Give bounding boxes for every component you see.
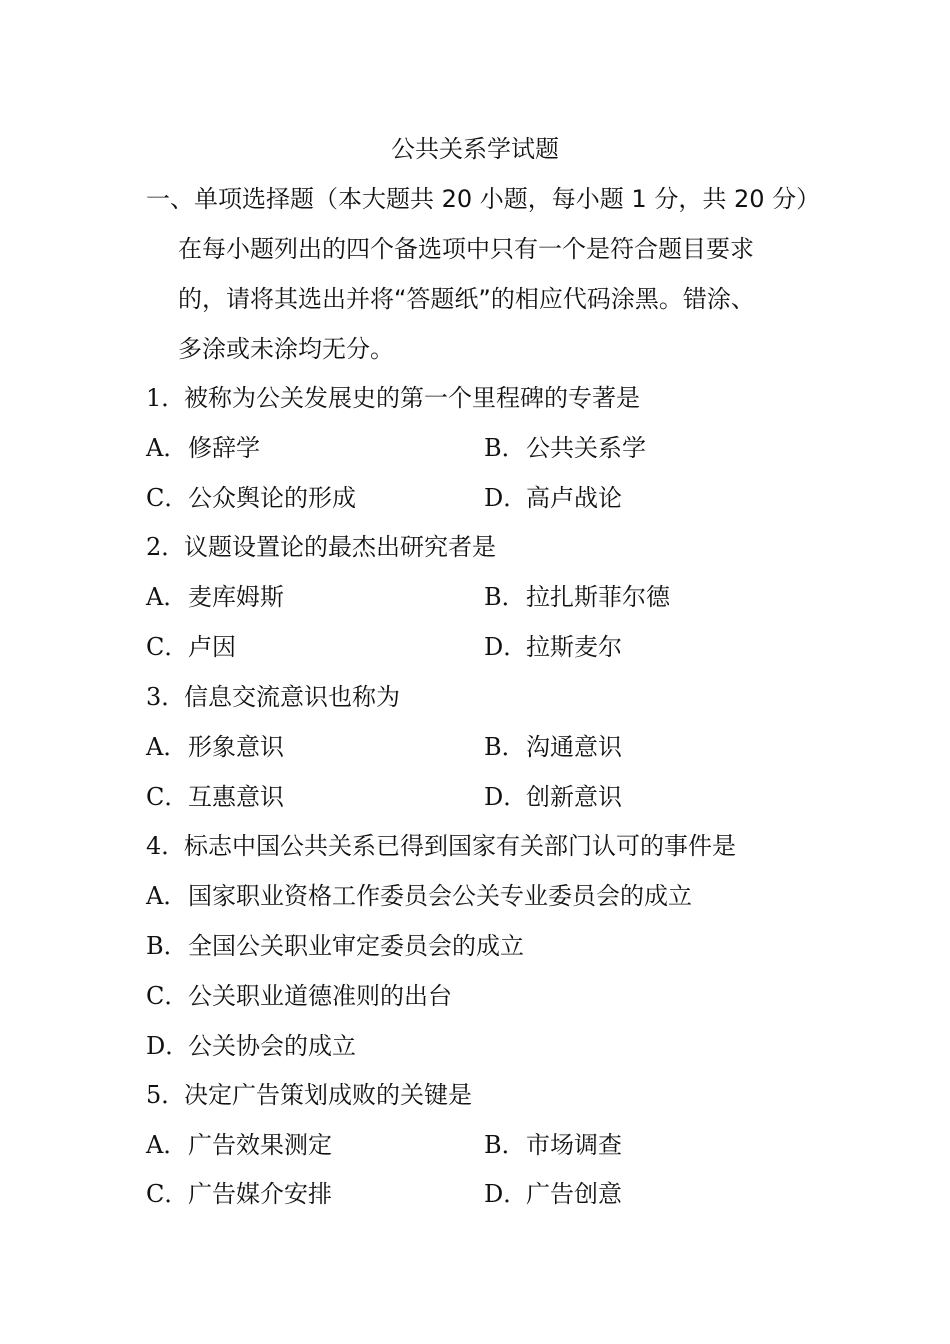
option-label: A． [146, 434, 188, 462]
option-text: 修辞学 [188, 434, 260, 462]
option-text: 互惠意识 [188, 783, 284, 811]
option-b [484, 430, 646, 466]
question-text: 议题设置论的最杰出研究者是 [184, 533, 496, 561]
option-a [146, 430, 260, 466]
option-label: C． [146, 783, 189, 811]
option-label: B． [484, 434, 526, 462]
question-text: 信息交流意识也称为 [184, 683, 400, 711]
question-text: 决定广告策划成败的关键是 [184, 1081, 472, 1109]
option-text: 广告媒介安排 [188, 1180, 332, 1208]
option-text: 广告效果测定 [188, 1131, 332, 1159]
section-heading: 一、单项选择题（本大题共 20 小题，每小题 1 分，共 20 分） [146, 185, 821, 213]
option-text: 全国公关职业审定委员会的成立 [188, 932, 524, 960]
option-d [484, 629, 622, 665]
question-text: 被称为公关发展史的第一个里程碑的专著是 [184, 384, 640, 412]
option-c [146, 978, 452, 1014]
question-stem [146, 679, 400, 715]
instruction-line: 多涂或未涂均无分。 [178, 335, 394, 363]
option-c [146, 779, 284, 815]
option-label: B． [146, 932, 188, 960]
question-number: 5． [146, 1081, 186, 1109]
option-text: 创新意识 [526, 783, 622, 811]
option-label: A． [146, 882, 188, 910]
option-label: C． [146, 1180, 189, 1208]
question-text: 标志中国公共关系已得到国家有关部门认可的事件是 [184, 832, 736, 860]
option-label: B． [484, 1131, 526, 1159]
option-a [146, 579, 284, 615]
option-text: 公关职业道德准则的出台 [188, 982, 452, 1010]
option-label: C． [146, 633, 189, 661]
option-a [146, 1127, 332, 1163]
option-text: 麦库姆斯 [188, 583, 284, 611]
question-stem [146, 529, 496, 565]
option-label: A． [146, 733, 188, 761]
option-label: B． [484, 583, 526, 611]
option-label: C． [146, 982, 189, 1010]
option-b [146, 928, 524, 964]
option-b [484, 579, 670, 615]
exam-title: 公共关系学试题 [391, 135, 559, 163]
option-c [146, 480, 356, 516]
option-c [146, 1176, 332, 1212]
option-text: 沟通意识 [526, 733, 622, 761]
option-b [484, 729, 622, 765]
option-text: 拉扎斯菲尔德 [526, 583, 670, 611]
option-text: 公关协会的成立 [188, 1032, 356, 1060]
option-a [146, 878, 692, 914]
option-label: A． [146, 1131, 188, 1159]
option-text: 市场调查 [526, 1131, 622, 1159]
instruction-line: 的，请将其选出并将“答题纸”的相应代码涂黑。错涂、 [178, 285, 755, 313]
option-label: B． [484, 733, 526, 761]
option-label: A． [146, 583, 188, 611]
option-b [484, 1127, 622, 1163]
option-c [146, 629, 236, 665]
option-text: 卢因 [188, 633, 236, 661]
option-d [484, 480, 622, 516]
option-text: 形象意识 [188, 733, 284, 761]
question-number: 2． [146, 533, 186, 561]
question-stem [146, 828, 736, 864]
question-number: 3． [146, 683, 186, 711]
question-stem [146, 1077, 472, 1113]
option-label: D． [484, 783, 528, 811]
option-label: D． [484, 1180, 528, 1208]
option-label: D． [146, 1032, 190, 1060]
option-text: 拉斯麦尔 [526, 633, 622, 661]
option-label: C． [146, 484, 189, 512]
option-d [146, 1028, 356, 1064]
question-number: 4． [146, 832, 186, 860]
option-d [484, 779, 622, 815]
option-text: 广告创意 [526, 1180, 622, 1208]
option-text: 公众舆论的形成 [188, 484, 356, 512]
option-d [484, 1176, 622, 1212]
question-number: 1． [146, 384, 186, 412]
option-a [146, 729, 284, 765]
option-text: 国家职业资格工作委员会公关专业委员会的成立 [188, 882, 692, 910]
instruction-line: 在每小题列出的四个备选项中只有一个是符合题目要求 [178, 235, 754, 263]
option-label: D． [484, 633, 528, 661]
option-label: D． [484, 484, 528, 512]
question-stem [146, 380, 640, 416]
option-text: 高卢战论 [526, 484, 622, 512]
option-text: 公共关系学 [526, 434, 646, 462]
